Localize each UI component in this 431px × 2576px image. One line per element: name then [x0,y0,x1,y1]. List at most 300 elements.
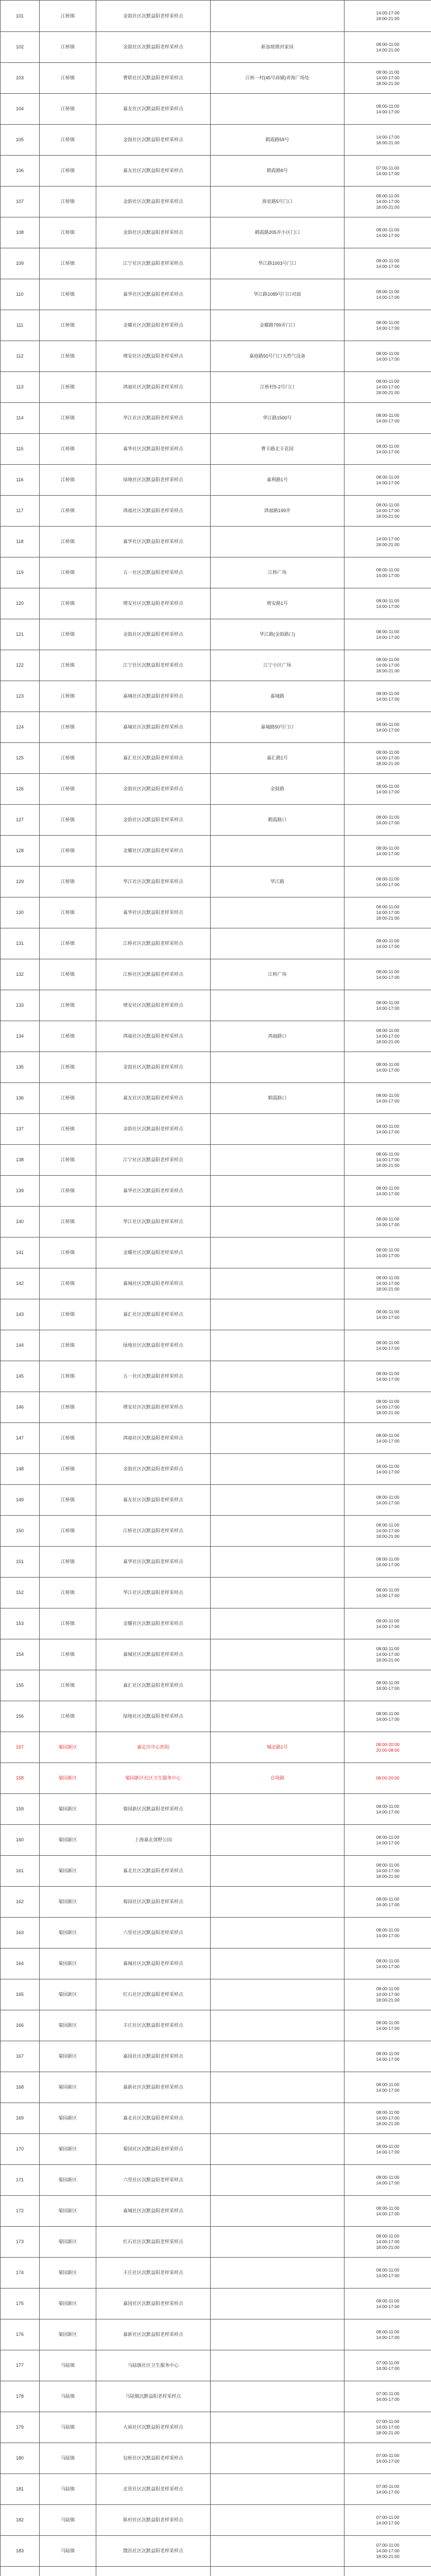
address-cell [211,1608,344,1639]
row-number: 150 [1,1516,40,1547]
time-slot: 18:00-21:00 [376,140,400,145]
row-number: 111 [1,310,40,341]
open-hours-cell [344,774,431,805]
time-slot: 08:00-11:00 [376,750,400,755]
table-row [1,2443,431,2474]
time-slot: 07:00-11:00 [376,2483,400,2489]
district-cell: 马陆镇 [40,2412,96,2443]
time-slot: 08:00-11:00 [376,1618,400,1623]
site-name-cell: 金耀社区沉默益阳老样采样点 [96,1238,211,1268]
row-number [1,2567,40,2576]
address-cell [211,2289,344,2319]
time-slot: 08:00-11:00 [376,904,400,909]
open-hours-cell [344,1238,431,1268]
table-row [1,1083,431,1114]
open-hours-cell [344,805,431,836]
row-number: 140 [1,1207,40,1238]
open-hours-cell [344,465,431,496]
time-slot: 08:00-11:00 [376,70,400,75]
row-number: 138 [1,1145,40,1176]
site-name-cell: 菊园新区社区卫生服务中心 [96,1763,211,1794]
site-name-cell: 金鼓社区沉默益阳老样采样点 [96,774,211,805]
district-cell: 江桥镇 [40,805,96,836]
time-slot: 14:00-17:00 [376,384,400,389]
time-slot: 08:00-11:00 [376,1432,400,1438]
district-cell: 菊园新区 [40,2165,96,2196]
row-number: 174 [1,2258,40,2289]
address-cell [211,2072,344,2103]
time-slot: 14:00-17:00 [376,2548,400,2553]
address-cell [211,990,344,1021]
time-slot: 14:00-17:00 [376,2365,400,2371]
time-slot: 14:00-17:00 [376,134,400,140]
time-slot: 14:00-17:00 [376,2396,400,2402]
time-slot: 07:00-11:00 [376,2360,400,2365]
district-cell: 江桥镇 [40,1485,96,1516]
site-name-cell: 鸿福社区沉默益阳老样采样点 [96,1423,211,1454]
time-slot: 14:00-17:00 [376,1067,400,1073]
time-slot: 08:00-11:00 [376,814,400,820]
time-slot: 08:00-11:00 [376,103,400,109]
site-name-cell: 金耀社区沉默益阳老样采样点 [96,310,211,341]
table-row [1,897,431,928]
address-cell [211,928,344,959]
address-cell: 嘉城路 [211,681,344,712]
time-slot: 18:00-21:00 [376,16,400,21]
row-number: 159 [1,1794,40,1825]
open-hours-cell [344,990,431,1021]
time-slot: 14:00-17:00 [376,882,400,887]
open-hours-cell [344,1547,431,1578]
table-row [1,125,431,156]
time-slot: 07:00-11:00 [376,2543,400,2548]
time-slot: 14:00-17:00 [376,974,400,980]
table-row [1,1176,431,1207]
table-row [1,1763,431,1794]
address-cell: 江桥村5-2号门口 [211,372,344,403]
district-cell: 江桥镇 [40,867,96,897]
row-number: 180 [1,2443,40,2474]
row-number: 114 [1,403,40,434]
time-slot: 08:00-20:00 [376,1741,400,1747]
address-cell [211,1,344,32]
table-row [1,588,431,619]
time-slot: 18:00-21:00 [376,541,400,547]
time-slot: 07:00-11:00 [376,2452,400,2458]
table-row [1,1670,431,1701]
open-hours-cell [344,1207,431,1238]
time-slot: 14:00-17:00 [376,480,400,485]
site-name-cell: 嘉城社区沉默益阳老样采样点 [96,712,211,743]
site-name-cell: 戬浜社区沉默益阳老样采样点 [96,2536,211,2567]
address-cell [211,1887,344,1918]
time-slot: 08:00-11:00 [376,1185,400,1191]
time-slot: 08:00-11:00 [376,1275,400,1280]
address-cell [211,1825,344,1856]
time-slot: 14:00-17:00 [376,1840,400,1845]
row-number: 175 [1,2289,40,2319]
address-cell [211,1670,344,1701]
district-cell: 江桥镇 [40,1701,96,1732]
open-hours-cell [344,836,431,867]
time-slot: 14:00-17:00 [376,1404,400,1410]
time-slot: 07:00-11:00 [376,2514,400,2520]
address-cell: 江桥广场 [211,557,344,588]
table-row [1,434,431,465]
row-number: 131 [1,928,40,959]
district-cell: 江桥镇 [40,1670,96,1701]
district-cell: 江桥镇 [40,1,96,32]
site-name-cell: 嘉华社区沉默益阳老样采样点 [96,527,211,557]
district-cell: 马陆镇 [40,2381,96,2412]
district-cell: 江桥镇 [40,125,96,156]
row-number: 143 [1,1299,40,1330]
table-row [1,2567,431,2576]
table-row [1,557,431,588]
time-slot: 14:00-17:00 [376,2056,400,2062]
row-number: 153 [1,1608,40,1639]
open-hours-cell [344,743,431,774]
time-slot: 14:00-17:00 [376,536,400,541]
open-hours-cell [344,341,431,372]
time-slot: 14:00-17:00 [376,1005,400,1011]
table-row [1,1,431,32]
open-hours-cell [344,2103,431,2134]
table-row [1,1732,431,1763]
open-hours-cell [344,1979,431,2010]
row-number: 183 [1,2536,40,2567]
row-number: 117 [1,496,40,527]
time-slot: 18:00-21:00 [376,916,400,921]
site-name-cell: 嘉新社区沉默益阳老样采样点 [96,2319,211,2350]
address-cell [211,1268,344,1299]
address-cell [211,1423,344,1454]
row-number: 146 [1,1392,40,1423]
open-hours-cell [344,527,431,557]
row-number: 142 [1,1268,40,1299]
address-cell: 增安路1号 [211,588,344,619]
row-number: 173 [1,2227,40,2258]
district-cell: 菊园新区 [40,2289,96,2319]
time-slot: 14:00-17:00 [376,2239,400,2244]
time-slot: 08:00-11:00 [376,350,400,356]
district-cell: 江桥镇 [40,94,96,125]
time-slot: 18:00-21:00 [376,1874,400,1879]
district-cell: 菊园新区 [40,2041,96,2072]
site-name-cell: 增安社区沉默益阳老样采样点 [96,1392,211,1423]
row-number: 104 [1,94,40,125]
open-hours-cell [344,1825,431,1856]
table-row [1,990,431,1021]
open-hours-cell [344,1145,431,1176]
open-hours-cell [344,2258,431,2289]
time-slot: 08:00-11:00 [376,2298,400,2303]
district-cell: 江桥镇 [40,1608,96,1639]
row-number: 126 [1,774,40,805]
address-cell: 江桥一村(45号商铺)青海广场处 [211,63,344,94]
time-slot: 14:00-17:00 [376,696,400,702]
district-cell: 江桥镇 [40,187,96,217]
table-row [1,928,431,959]
district-cell: 江桥镇 [40,743,96,774]
open-hours-cell [344,1,431,32]
address-cell [211,1547,344,1578]
time-slot: 14:00-17:00 [376,232,400,238]
open-hours-cell [344,2381,431,2412]
table-row [1,2350,431,2381]
row-number: 130 [1,897,40,928]
district-cell: 菊园新区 [40,1979,96,2010]
site-name-cell: 华江社区沉默益阳老样采样点 [96,1578,211,1608]
table-row [1,2289,431,2319]
row-number: 160 [1,1825,40,1856]
site-name-cell: 金耀社区沉默益阳老样采样点 [96,1608,211,1639]
time-slot: 08:00-11:00 [376,41,400,47]
row-number: 101 [1,1,40,32]
table-row [1,1330,431,1361]
time-slot: 14:00-17:00 [376,325,400,331]
district-cell: 江桥镇 [40,527,96,557]
time-slot: 14:00-17:00 [376,1592,400,1598]
site-name-cell: 金耀社区沉默益阳老样采样点 [96,836,211,867]
address-cell: 嘉庭路50号门口天然气设备 [211,341,344,372]
address-cell [211,1207,344,1238]
row-number: 110 [1,279,40,310]
time-slot: 08:00-11:00 [376,690,400,696]
address-cell: 江宁小区广场 [211,650,344,681]
table-row [1,1207,431,1238]
row-number: 109 [1,248,40,279]
row-number: 170 [1,2134,40,2165]
site-name-cell: 嘉北社区沉默益阳老样采样点 [96,2103,211,2134]
district-cell: 江桥镇 [40,156,96,187]
time-slot: 08:00-11:00 [376,412,400,418]
row-number: 139 [1,1176,40,1207]
site-name-cell: 马陆镇社区卫生服务中心 [96,2350,211,2381]
time-slot: 14:00-17:00 [376,943,400,949]
district-cell: 江桥镇 [40,1330,96,1361]
row-number: 103 [1,63,40,94]
open-hours-cell [344,310,431,341]
address-cell [211,2443,344,2474]
district-cell: 江桥镇 [40,403,96,434]
open-hours-cell [344,1423,431,1454]
site-name-cell: 红石社区沉默益阳老样采样点 [96,1979,211,2010]
time-slot: 08:00-11:00 [376,629,400,634]
open-hours-cell [344,2505,431,2536]
address-cell [211,2350,344,2381]
district-cell: 菊园新区 [40,2319,96,2350]
time-slot: 18:00-21:00 [376,2121,400,2126]
address-cell [211,1639,344,1670]
table-row [1,712,431,743]
address-cell [211,1578,344,1608]
address-cell [211,2381,344,2412]
site-name-cell: 丰庄社区沉默益阳老样采样点 [96,2258,211,2289]
table-row [1,1361,431,1392]
address-cell [211,2041,344,2072]
open-hours-cell [344,279,431,310]
district-cell: 江桥镇 [40,248,96,279]
district-cell: 菊园新区 [40,2196,96,2227]
site-name-cell: 鸿福社区沉默益阳老样采样点 [96,496,211,527]
row-number: 144 [1,1330,40,1361]
site-name-cell: 增安社区沉默益阳老样采样点 [96,588,211,619]
time-slot: 18:00-21:00 [376,1534,400,1539]
row-number: 157 [1,1732,40,1763]
site-name-cell: 菊园社区沉默益阳老样采样点 [96,1887,211,1918]
open-hours-cell [344,2289,431,2319]
address-cell [211,2134,344,2165]
time-slot: 08:00-11:00 [376,1896,400,1902]
row-number: 152 [1,1578,40,1608]
open-hours-cell [344,2319,431,2350]
time-slot: 18:00-21:00 [376,514,400,519]
district-cell: 江桥镇 [40,1392,96,1423]
row-number: 151 [1,1547,40,1578]
address-cell: 鹤霞路59号 [211,125,344,156]
address-cell [211,2010,344,2041]
address-cell [211,1299,344,1330]
address-cell: 金耀路799弄门口 [211,310,344,341]
table-row [1,94,431,125]
open-hours-cell [344,1732,431,1763]
table-row [1,1578,431,1608]
time-slot: 14:00-17:00 [376,1469,400,1475]
row-number: 102 [1,32,40,63]
address-cell [211,1516,344,1547]
open-hours-cell [344,619,431,650]
time-slot: 14:00-17:00 [376,1438,400,1444]
row-number: 156 [1,1701,40,1732]
address-cell [211,1701,344,1732]
site-name-cell: 嘉友社区沉默益阳老样采样点 [96,1485,211,1516]
row-number: 168 [1,2072,40,2103]
time-slot: 08:00-11:00 [376,1862,400,1868]
district-cell: 江桥镇 [40,434,96,465]
time-slot: 08:00-11:00 [376,845,400,851]
address-cell [211,1145,344,1176]
row-number: 136 [1,1083,40,1114]
time-slot: 18:00-21:00 [376,1657,400,1663]
address-cell [211,1794,344,1825]
address-cell: 华江路 [211,867,344,897]
time-slot: 08:00-11:00 [376,1309,400,1314]
time-slot: 14:00-17:00 [376,2425,400,2430]
open-hours-cell [344,403,431,434]
table-row [1,2412,431,2443]
open-hours-cell [344,125,431,156]
site-name-cell: 鸿福社区沉默益阳老样采样点 [96,372,211,403]
district-cell: 菊园新区 [40,1732,96,1763]
time-slot: 08:00-11:00 [376,193,400,198]
site-name-cell [96,2567,211,2576]
open-hours-cell [344,1021,431,1052]
table-row [1,1021,431,1052]
district-cell: 江桥镇 [40,1361,96,1392]
row-number: 108 [1,217,40,248]
site-name-cell: 嘉新社区沉默益阳老样采样点 [96,2072,211,2103]
address-cell [211,1979,344,2010]
row-number: 169 [1,2103,40,2134]
open-hours-cell [344,2165,431,2196]
time-slot: 14:00-17:00 [376,789,400,794]
site-name-cell: 陈村社区沉默益阳老样采样点 [96,2505,211,2536]
row-number: 125 [1,743,40,774]
site-name-cell: 红石社区沉默益阳老样采样点 [96,2227,211,2258]
address-cell [211,2474,344,2505]
district-cell: 菊园新区 [40,2227,96,2258]
table-row [1,1238,431,1268]
open-hours-cell [344,681,431,712]
row-number: 163 [1,1918,40,1948]
time-slot: 08:00-11:00 [376,1216,400,1222]
row-number: 128 [1,836,40,867]
table-row [1,1825,431,1856]
time-slot: 07:00-11:00 [376,2419,400,2424]
table-row [1,2536,431,2567]
time-slot: 08:00-11:00 [376,999,400,1005]
time-slot: 08:00-11:00 [376,319,400,325]
time-slot: 14:00-17:00 [376,263,400,269]
table-row [1,619,431,650]
district-cell: 江桥镇 [40,1516,96,1547]
district-cell: 江桥镇 [40,1207,96,1238]
time-slot: 14:00-17:00 [376,1222,400,1227]
site-name-cell: 嘉华社区沉默益阳老样采样点 [96,279,211,310]
district-cell: 江桥镇 [40,1176,96,1207]
time-slot: 14:00-17:00 [376,1376,400,1382]
address-cell: 华江路(金鼓路口) [211,619,344,650]
open-hours-cell [344,187,431,217]
time-slot: 07:00-11:00 [376,165,400,171]
time-slot: 14:00-17:00 [376,2458,400,2464]
site-name-cell: 嘉汇社区沉默益阳老样采样点 [96,1670,211,1701]
time-slot: 14:00-17:00 [376,1252,400,1258]
table-row [1,372,431,403]
site-name-cell: 金鼓社区沉默益阳老样采样点 [96,1052,211,1083]
district-cell: 江桥镇 [40,1145,96,1176]
row-number: 176 [1,2319,40,2350]
site-name-cell: 嘉友社区沉默益阳老样采样点 [96,1083,211,1114]
open-hours-cell [344,2010,431,2041]
time-slot: 08:00-11:00 [376,1646,400,1651]
district-cell: 江桥镇 [40,1454,96,1485]
table-row [1,743,431,774]
district-cell: 菊园新区 [40,2010,96,2041]
time-slot: 14:00-17:00 [376,75,400,80]
table-row [1,1979,431,2010]
open-hours-cell [344,1299,431,1330]
site-name-cell: 嘉华社区沉默益阳老样采样点 [96,1176,211,1207]
table-row [1,774,431,805]
row-number: 127 [1,805,40,836]
table-row [1,1887,431,1918]
site-name-cell: 北管社区沉默益阳老样采样点 [96,2474,211,2505]
time-slot: 14:00-17:00 [376,449,400,454]
district-cell: 江桥镇 [40,1578,96,1608]
site-name-cell: 嘉定区中心医院 [96,1732,211,1763]
open-hours-cell [344,1701,431,1732]
row-number: 135 [1,1052,40,1083]
site-name-cell: 丰庄社区沉默益阳老样采样点 [96,2010,211,2041]
row-number: 119 [1,557,40,588]
site-name-cell: 金鼓社区沉默益阳老样采样点 [96,1,211,32]
site-name-cell: 菊园新区沉默益阳老样采样点 [96,1794,211,1825]
site-name-cell: 五一社区沉默益阳老样采样点 [96,1361,211,1392]
time-slot: 08:00-20:00 [376,1775,400,1781]
time-slot: 18:00-21:00 [376,2245,400,2250]
